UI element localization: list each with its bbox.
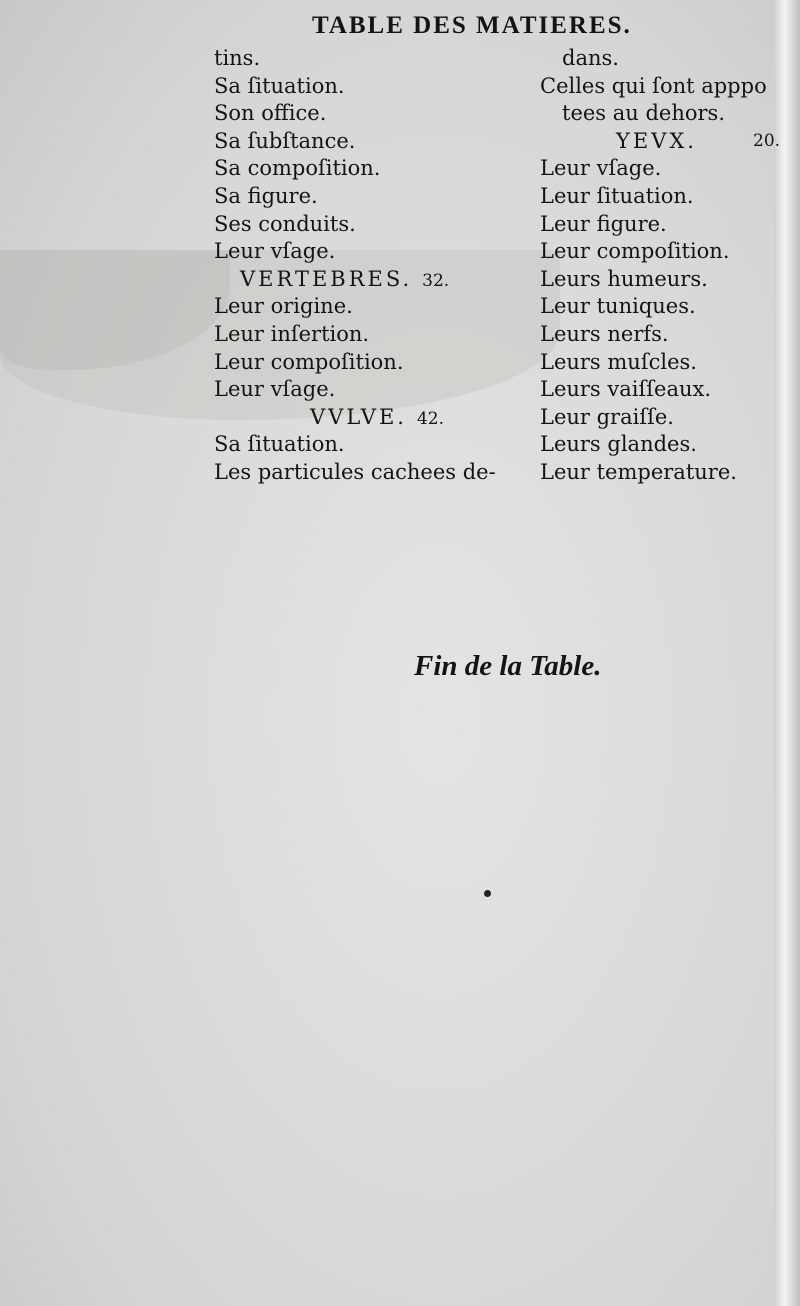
table-entry: Leur tuniques. [540,294,696,319]
heading-text: VVLVE. [310,404,407,429]
table-entry: Sa ſituation. [214,73,345,98]
ink-dot [484,890,491,897]
table-entry: Celles qui ſont apppo [540,73,767,98]
table-entry: Les particules cachees de- [214,459,496,484]
table-entry: Sa compoſition. [214,156,381,181]
end-of-table: Fin de la Table. [414,650,602,682]
left-column [214,45,534,487]
table-entry: Leurs vaiſſeaux. [540,377,712,402]
page-header: TABLE DES MATIERES. [312,12,632,39]
table-entry: Leurs glandes. [540,432,697,457]
section-heading [214,404,534,432]
section-heading [540,128,780,156]
table-entry: Ses conduits. [214,211,356,236]
section-heading [214,266,534,294]
table-entry: Leur temperature. [540,459,737,484]
entry-continuation: tees au dehors. [562,101,725,126]
table-entry: Leur inſertion. [214,321,370,346]
table-entry: Leurs nerfs. [540,321,669,346]
table-entry: tins. [214,46,261,70]
table-entry: Son office. [214,101,327,126]
table-entry: Leur figure. [540,211,667,236]
heading-text: VERTEBRES. [240,266,413,291]
right-column [540,45,780,487]
page-reference: 42. [416,408,445,429]
page-reference: 20. [753,130,781,151]
table-entry: Leur graiſſe. [540,404,674,429]
heading-text: YEVX. [616,128,697,153]
table-entry: Leur compoſition. [540,239,730,264]
table-entry: Leur origine. [214,294,353,319]
table-entry: Sa ſituation. [214,432,345,457]
page-reference: 32. [422,270,450,291]
table-entry: Leurs muſcles. [540,349,697,374]
table-entry: Leur vſage. [214,239,336,264]
table-entry: Leur ſituation. [540,183,694,208]
table-entry: Leur vſage. [214,377,336,402]
table-entry: Sa ſubſtance. [214,128,356,153]
table-entry: Leur compoſition. [214,349,404,374]
entry-continuation: dans. [562,46,619,70]
table-entry: Leurs humeurs. [540,266,708,291]
table-entry: Leur vſage. [540,156,662,181]
table-entry: Sa figure. [214,183,318,208]
